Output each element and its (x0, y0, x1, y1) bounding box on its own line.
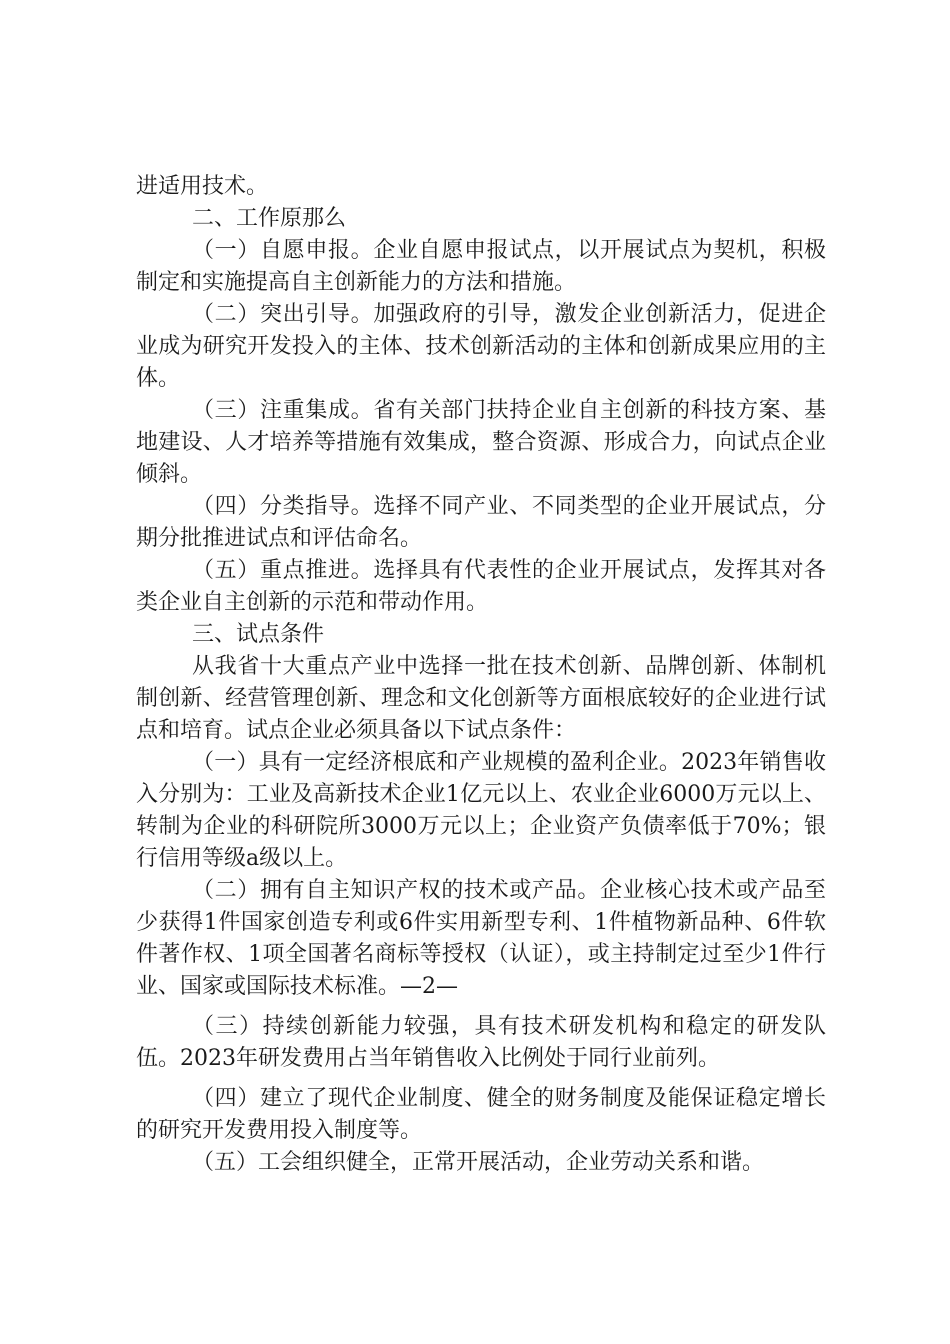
paragraph-principle-3: （三）注重集成。省有关部门扶持企业自主创新的科技方案、基地建设、人才培养等措施有效集成，整合资源、形成合力，向试点企业倾斜。 (136, 398, 826, 487)
section-heading-principles: 二、工作原那么 (192, 206, 347, 231)
document-body (136, 171, 826, 1179)
paragraph-principle-1: （一）自愿申报。企业自愿申报试点，以开展试点为契机，积极制定和实施提高自主创新能力的方法和措施。 (136, 238, 826, 295)
paragraph-principle-4: （四）分类指导。选择不同产业、不同类型的企业开展试点，分期分批推进试点和评估命名。 (136, 494, 826, 551)
paragraph-condition-1: （一）具有一定经济根底和产业规模的盈利企业。2023年销售收入分别为：工业及高新技术企业1亿元以上、农业企业6000万元以上、转制为企业的科研院所3000万元以上；企业资产负债率低于70%；银行信用等级a级以上。 (136, 750, 826, 871)
paragraph-condition-5: （五）工会组织健全，正常开展活动，企业劳动关系和谐。 (192, 1150, 765, 1175)
section-heading-conditions: 三、试点条件 (192, 622, 325, 647)
paragraph-principle-5: （五）重点推进。选择具有代表性的企业开展试点，发挥其对各类企业自主创新的示范和带动作用。 (136, 558, 826, 615)
paragraph-continuation: 进适用技术。 (136, 174, 269, 199)
paragraph-principle-2: （二）突出引导。加强政府的引导，激发企业创新活力，促进企业成为研究开发投入的主体、技术创新活动的主体和创新成果应用的主体。 (136, 302, 826, 391)
paragraph-condition-3: （三）持续创新能力较强，具有技术研发机构和稳定的研发队伍。2023年研发费用占当年销售收入比例处于同行业前列。 (136, 1014, 826, 1071)
paragraph-condition-4: （四）建立了现代企业制度、健全的财务制度及能保证稳定增长的研究开发费用投入制度等。 (136, 1086, 826, 1143)
paragraph-condition-2: （二）拥有自主知识产权的技术或产品。企业核心技术或产品至少获得1件国家创造专利或6件实用新型专利、1件植物新品种、6件软件著作权、1项全国著名商标等授权（认证），或主持制定过至少1件行业、国家或国际技术标准。—2— (136, 878, 826, 999)
paragraph-conditions-intro: 从我省十大重点产业中选择一批在技术创新、品牌创新、体制机制创新、经营管理创新、理念和文化创新等方面根底较好的企业进行试点和培育。试点企业必须具备以下试点条件： (136, 654, 826, 743)
